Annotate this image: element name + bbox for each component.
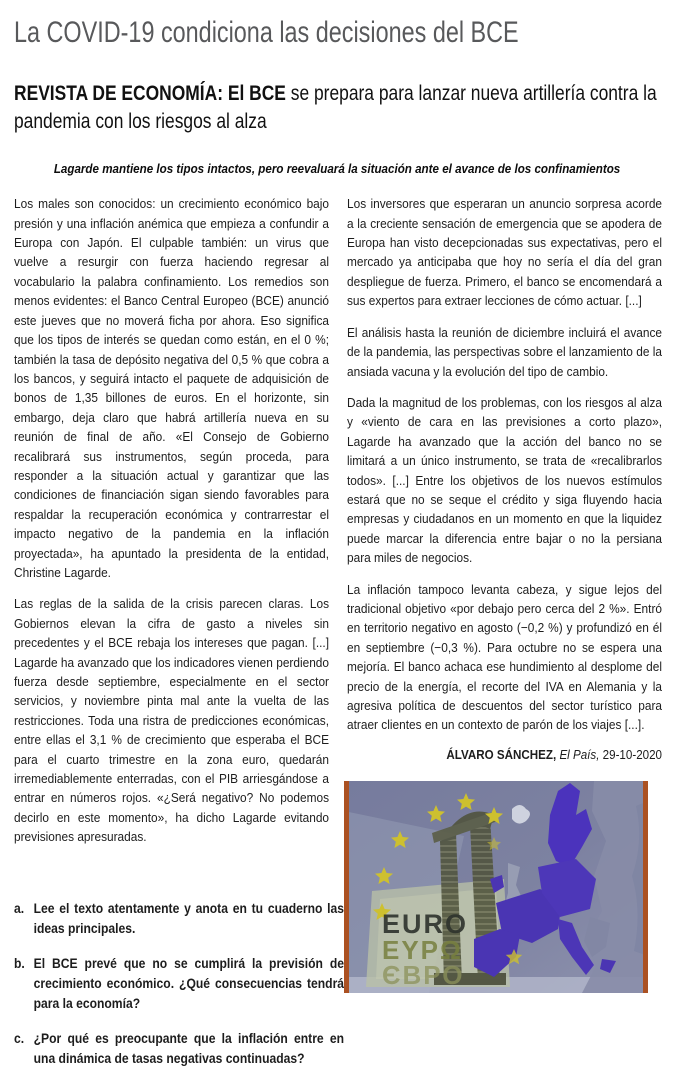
euro-text-greek: ΕΥΡΩ — [382, 935, 463, 965]
euro-map-svg — [344, 781, 648, 993]
paragraph: La inflación tampoco levanta cabeza, y sigue lejos del tradicional objetivo «por debajo pero cerca del 2 %». Entró en territorio negativo en agosto (−0,2 %) y profundizó en él en septiembre (−0,3 %). Para octubre no se espera una mejoría. El banco achaca ese hundimiento al desplome del precio de la energía, el recorte del IVA en Alemania y la agresiva política de descuentos del sector turístico para atraer clientes en un contexto de parón de los viajes [...]. — [347, 581, 663, 733]
exercise-questions — [14, 899, 346, 1069]
question-b — [14, 954, 344, 1014]
figure-border-left — [344, 781, 349, 993]
headline-rest: se prepara para lanzar nueva artillería contra la pandemia con los riesgos al alza — [14, 80, 657, 133]
euro-text-cyrillic: ЄВРО — [382, 960, 465, 990]
byline — [347, 747, 662, 762]
paragraph: El análisis hasta la reunión de diciembre incluirá el avance de la pandemia, las perspectivas sobre el lanzamiento de la ansiada vacuna y la evolución del tipo de cambio. — [347, 324, 663, 379]
article-body — [14, 194, 663, 858]
paragraph: Dada la magnitud de los problemas, con los riesgos al alza y «viento de cara en las previsiones a corto plazo», Lagarde ha avanzado que la acción del banco no se limitará a un único instrumento, se trata de «recalibrarlos todos». [...] Entre los objetivos de los nuevos estímulos estará que no se seque el crédito y siga fluyendo hacia empresas y ciudadanos en un momento en que la liquidez puede marcar la diferencia entre bajar o no la persiana para miles de negocios. — [347, 394, 663, 566]
question-text: Lee el texto atentamente y anota en tu cuaderno las ideas principales. — [33, 900, 345, 936]
byline-author: ÁLVARO SÁNCHEZ, — [446, 746, 557, 762]
question-label: b. — [14, 955, 25, 971]
byline-date: 29-10-2020 — [599, 746, 663, 762]
page-title: La COVID-19 condiciona las decisiones del BCE — [14, 16, 519, 49]
byline-source: El País, — [556, 746, 600, 762]
paragraph: Los inversores que esperaran un anuncio sorpresa acorde a la creciente sensación de emergencia que se apodera de Europa han visto decepcionadas sus expectativas, pero el mercado ya anticipaba que hoy no sería el día del gran despliegue de fuerza. Primero, el banco se encomendará a sus expertos para extraer lecciones de cómo actuar. [...] — [347, 196, 663, 309]
question-label: c. — [14, 1030, 25, 1046]
right-column — [347, 194, 662, 858]
left-column — [14, 194, 329, 858]
question-label: a. — [14, 900, 25, 916]
euro-map-illustration — [344, 781, 648, 993]
paragraph: Las reglas de la salida de la crisis parecen claras. Los Gobiernos elevan la cifra de gasto a niveles sin precedentes y el BCE rebaja los intereses que pagan. [...] Lagarde ha avanzado que los indicadores vienen perdiendo fuerza desde septiembre, especialmente en el sector servicios, y noviembre pinta mal ante la vuelta de las restricciones. Toda una ristra de predicciones económicas, entre ellas el 3,1 % de crecimiento que esperaba el BCE para el cuarto trimestre en la zona euro, quedarán irremediablemente enterradas, con el PIB arriesgándose a entrar en números rojos. «¿Será negativo? No podemos decirlo en este momento», ha dicho Lagarde evitando previsiones apresuradas. — [14, 596, 330, 845]
question-c — [14, 1029, 344, 1069]
figure-border-right — [643, 781, 648, 993]
question-text: El BCE prevé que no se cumplirá la previsión de crecimiento económico. ¿Qué consecuencias tendrá para la economía? — [33, 955, 345, 1011]
headline-bold: El BCE — [222, 80, 286, 105]
question-a — [14, 899, 344, 939]
headline-kicker: REVISTA DE ECONOMÍA: — [14, 80, 223, 105]
article-headline — [14, 79, 663, 136]
paragraph: Los males son conocidos: un crecimiento económico bajo presión y una inflación anémica que empieza a confundir a Europa con Japón. El culpable también: un virus que vuelve a resurgir con fuerza haciendo regresar al vocabulario la palabra confinamiento. Los remedios son menos evidentes: el Banco Central Europeo (BCE) anunció este jueves que no moverá ficha por ahora. Eso significa que los tipos de interés se quedan como están, en el 0 %; también la tasa de depósito negativa del 0,5 % que cobra a los bancos, y seguirá intacto el paquete de adquisición de bonos de 1,35 billones de euros. En el horizonte, sin embargo, deja claro que habrá artillería nueva en su reunión de final de año. «El Consejo de Gobierno recalibrará sus instrumentos, según proceda, para responder a la situación actual y garantizar que las condiciones de financiación sigan siendo favorables para respaldar la recuperación económica y contrarrestar el impacto negativo de la pandemia en la inflación proyectada», ha apuntado la presidenta de la entidad, Christine Lagarde. — [14, 196, 330, 580]
euro-text-latin: EURO — [382, 909, 469, 939]
euro-lettering — [382, 909, 468, 990]
standfirst: Lagarde mantiene los tipos intactos, pero reevaluará la situación ante el avance de los confinamientos — [53, 161, 621, 177]
question-text: ¿Por qué es preocupante que la inflación entre en una dinámica de tasas negativas continuadas? — [33, 1030, 345, 1066]
